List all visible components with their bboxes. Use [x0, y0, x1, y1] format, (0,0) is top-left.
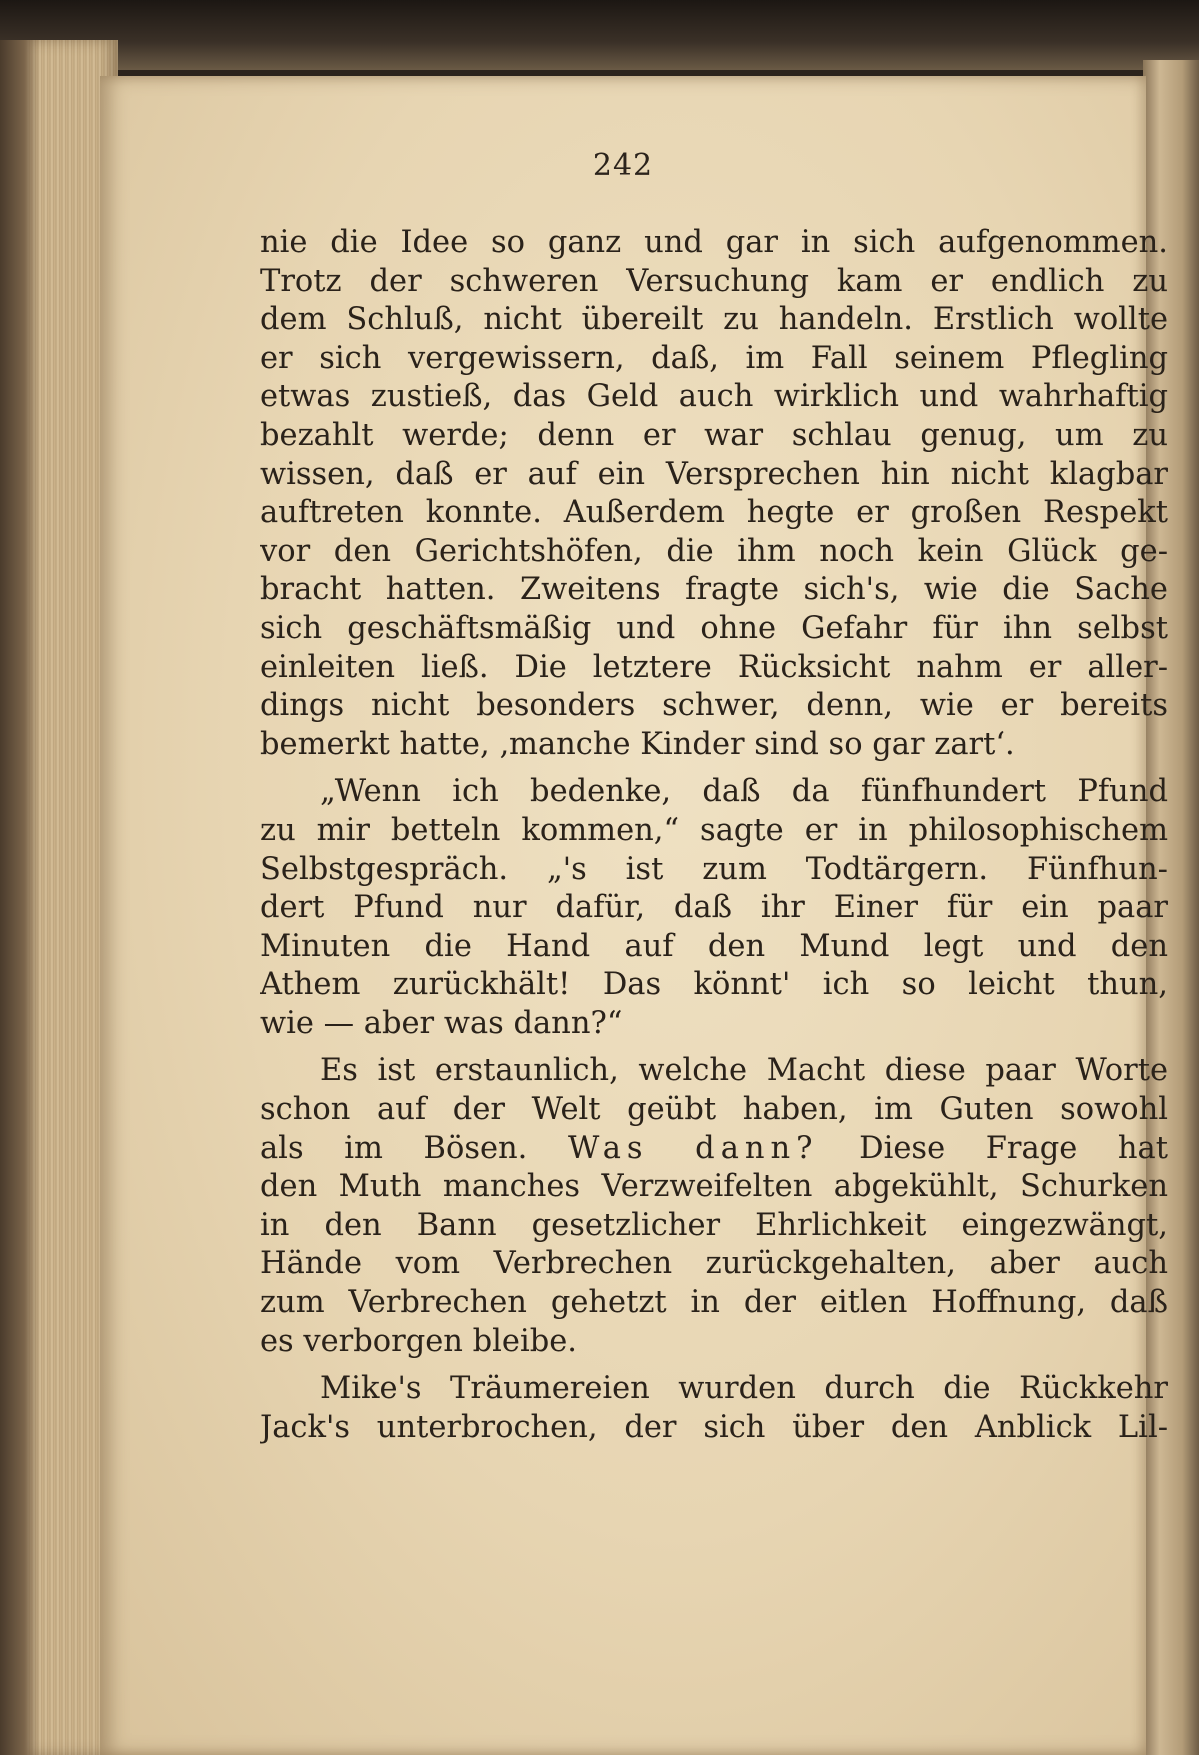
text-line: dings nicht besonders schwer, denn, wie er bereits: [260, 688, 1168, 724]
paragraph-4: [260, 1370, 1168, 1447]
text-line: etwas zustieß, das Geld auch wirklich und wahrhaftig: [260, 379, 1168, 415]
text-line: bracht hatten. Zweitens fragte sich's, wie die Sache: [260, 572, 1168, 608]
text-line: „Wenn ich bedenke, daß da fünfhundert Pfund: [320, 774, 1168, 810]
text-segment: als im Bösen.: [260, 1130, 528, 1166]
text-line: Jack's unterbrochen, der sich über den Anblick Lil-: [260, 1409, 1168, 1445]
text-line: auftreten konnte. Außerdem hegte er großen Respekt: [260, 495, 1168, 531]
text-line: sich geschäftsmäßig und ohne Gefahr für ihn selbst: [260, 610, 1168, 646]
text-line: zu mir betteln kommen,“ sagte er in philosophischem: [260, 812, 1168, 848]
paragraph-3: [260, 1052, 1168, 1361]
text-line: vor den Gerichtshöfen, die ihm noch kein Glück ge-: [260, 533, 1168, 569]
text-line: dem Schluß, nicht übereilt zu handeln. Erstlich wollte: [260, 302, 1168, 338]
page-edges-shadow: [0, 40, 40, 1755]
body-text: [260, 224, 1168, 1447]
text-line: Mike's Träumereien wurden durch die Rückkehr: [320, 1371, 1168, 1407]
emphasis-text: Was dann?: [568, 1130, 819, 1166]
text-line: es verborgen bleibe.: [260, 1323, 577, 1359]
page-number: 242: [592, 148, 654, 183]
text-line: zum Verbrechen gehetzt in der eitlen Hoffnung, daß: [260, 1285, 1168, 1321]
text-line: wissen, daß er auf ein Versprechen hin nicht klagbar: [260, 456, 1168, 492]
paragraph-2: [260, 773, 1168, 1043]
text-line: Es ist erstaunlich, welche Macht diese paar Worte: [320, 1053, 1168, 1089]
text-line: Hände vom Verbrechen zurückgehalten, aber auch: [260, 1246, 1168, 1282]
text-line: Minuten die Hand auf den Mund legt und den: [260, 928, 1168, 964]
text-line: den Muth manches Verzweifelten abgekühlt, Schurken: [260, 1169, 1168, 1205]
text-segment: Diese Frage hat: [859, 1130, 1168, 1166]
book-page: [100, 76, 1168, 1755]
book-binding-top: [0, 0, 1199, 70]
text-line: bezahlt werde; denn er war schlau genug, um zu: [260, 417, 1168, 453]
text-line: Athem zurückhält! Das könnt' ich so leicht thun,: [260, 967, 1168, 1003]
text-line: in den Bann gesetzlicher Ehrlichkeit eingezwängt,: [260, 1207, 1168, 1243]
text-line: dert Pfund nur dafür, daß ihr Einer für ein paar: [260, 890, 1168, 926]
text-line: Selbstgespräch. „'s ist zum Todtärgern. Fünfhun-: [260, 851, 1168, 887]
text-line-with-emphasis: [260, 1130, 1168, 1169]
text-line: er sich vergewissern, daß, im Fall seinem Pflegling: [260, 340, 1168, 376]
text-line: bemerkt hatte, ‚manche Kinder sind so gar zart‘.: [260, 726, 1015, 762]
paragraph-1: [260, 224, 1168, 764]
text-line: schon auf der Welt geübt haben, im Guten sowohl: [260, 1092, 1168, 1128]
text-line: Trotz der schweren Versuchung kam er endlich zu: [260, 263, 1168, 299]
text-line: nie die Idee so ganz und gar in sich aufgenommen.: [260, 225, 1168, 260]
text-line: wie — aber was dann?“: [260, 1005, 623, 1041]
text-line: einleiten ließ. Die letztere Rücksicht nahm er aller-: [260, 649, 1168, 685]
